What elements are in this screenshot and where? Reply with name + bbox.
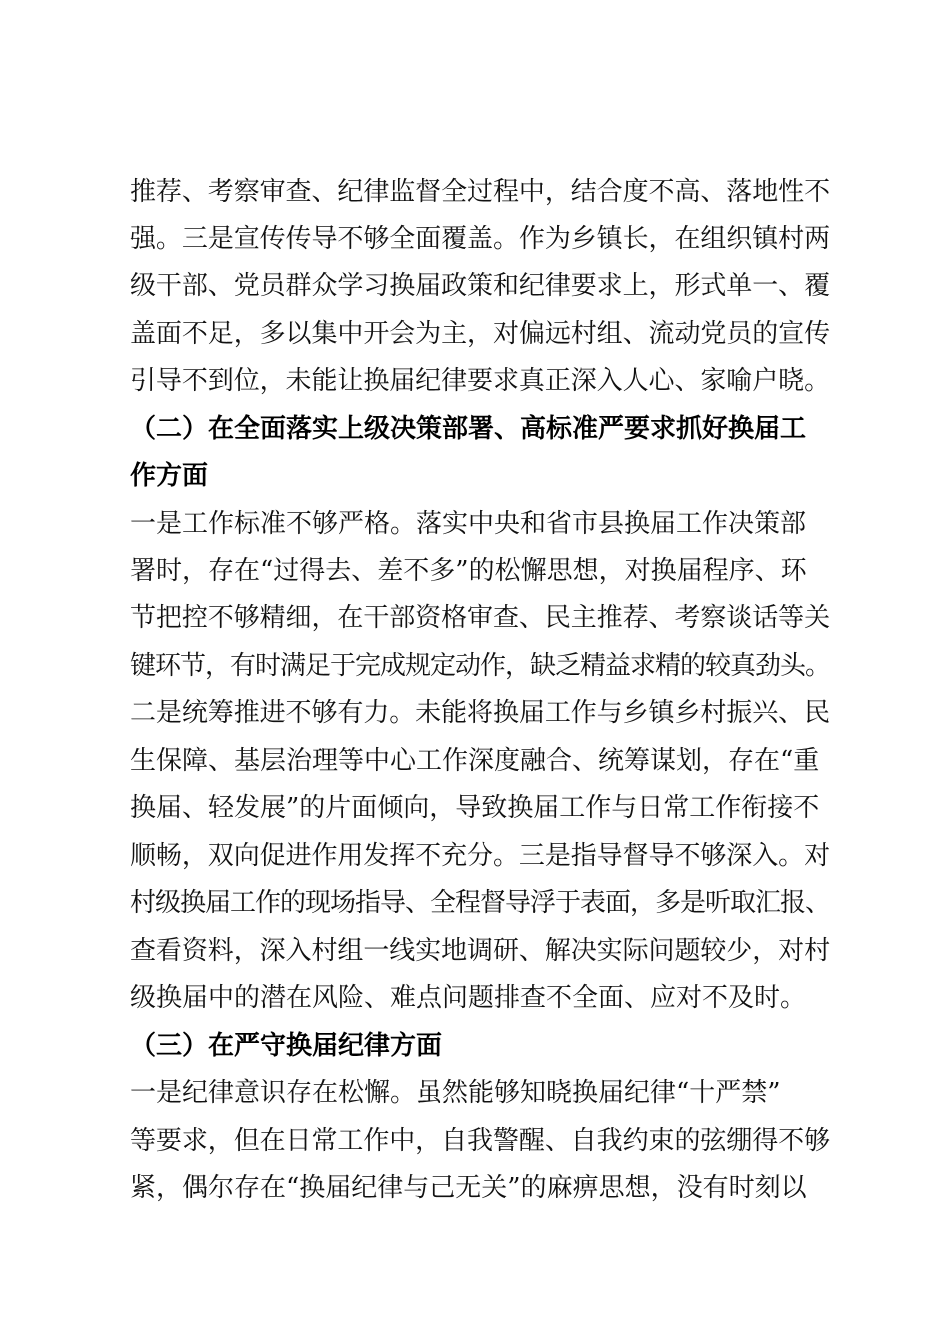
body-text-line: 一是纪律意识存在松懈。虽然能够知晓换届纪律“十严禁” <box>130 1078 781 1108</box>
body-text-line: 级换届中的潜在风险、难点问题排查不全面、应对不及时。 <box>130 983 807 1013</box>
body-text-line: 级干部、党员群众学习换届政策和纪律要求上，形式单一、覆 <box>130 271 831 301</box>
body-text-line: 盖面不足，多以集中开会为主，对偏远村组、流动党员的宣传 <box>130 319 831 349</box>
body-text-line: 一是工作标准不够严格。落实中央和省市县换届工作决策部 <box>130 509 807 539</box>
body-text-line: 二是统筹推进不够有力。未能将换届工作与乡镇乡村振兴、民 <box>130 698 831 728</box>
body-text-line: 生保障、基层治理等中心工作深度融合、统筹谋划，存在“重 <box>130 746 820 776</box>
body-text-line: 推荐、考察审查、纪律监督全过程中，结合度不高、落地性不 <box>130 177 831 207</box>
section-heading: （三）在严守换届纪律方面 <box>130 1031 443 1061</box>
body-text-line: 引导不到位，未能让换届纪律要求真正深入人心、家喻户晓。 <box>130 366 831 396</box>
body-text-line: 节把控不够精细，在干部资格审查、民主推荐、考察谈话等关 <box>130 603 831 633</box>
body-text-line: 署时，存在“过得去、差不多”的松懈思想，对换届程序、环 <box>130 556 807 586</box>
body-text-line: 村级换届工作的现场指导、全程督导浮于表面，多是听取汇报、 <box>130 888 831 918</box>
body-text-line: 顺畅，双向促进作用发挥不充分。三是指导督导不够深入。对 <box>130 841 831 871</box>
section-heading-continuation: 作方面 <box>130 461 209 491</box>
body-text-line: 等要求，但在日常工作中，自我警醒、自我约束的弦绷得不够 <box>130 1126 831 1156</box>
body-text-line: 强。三是宣传传导不够全面覆盖。作为乡镇长，在组织镇村两 <box>130 224 831 254</box>
body-text-line: 紧，偶尔存在“换届纪律与己无关”的麻痹思想，没有时刻以 <box>130 1173 807 1203</box>
body-text-line: 键环节，有时满足于完成规定动作，缺乏精益求精的较真劲头。 <box>130 651 831 681</box>
body-text-line: 查看资料，深入村组一线实地调研、解决实际问题较少，对村 <box>130 936 831 966</box>
section-heading: （二）在全面落实上级决策部署、高标准严要求抓好换届工 <box>130 414 807 444</box>
body-text-line: 换届、轻发展”的片面倾向，导致换届工作与日常工作衔接不 <box>130 793 820 823</box>
